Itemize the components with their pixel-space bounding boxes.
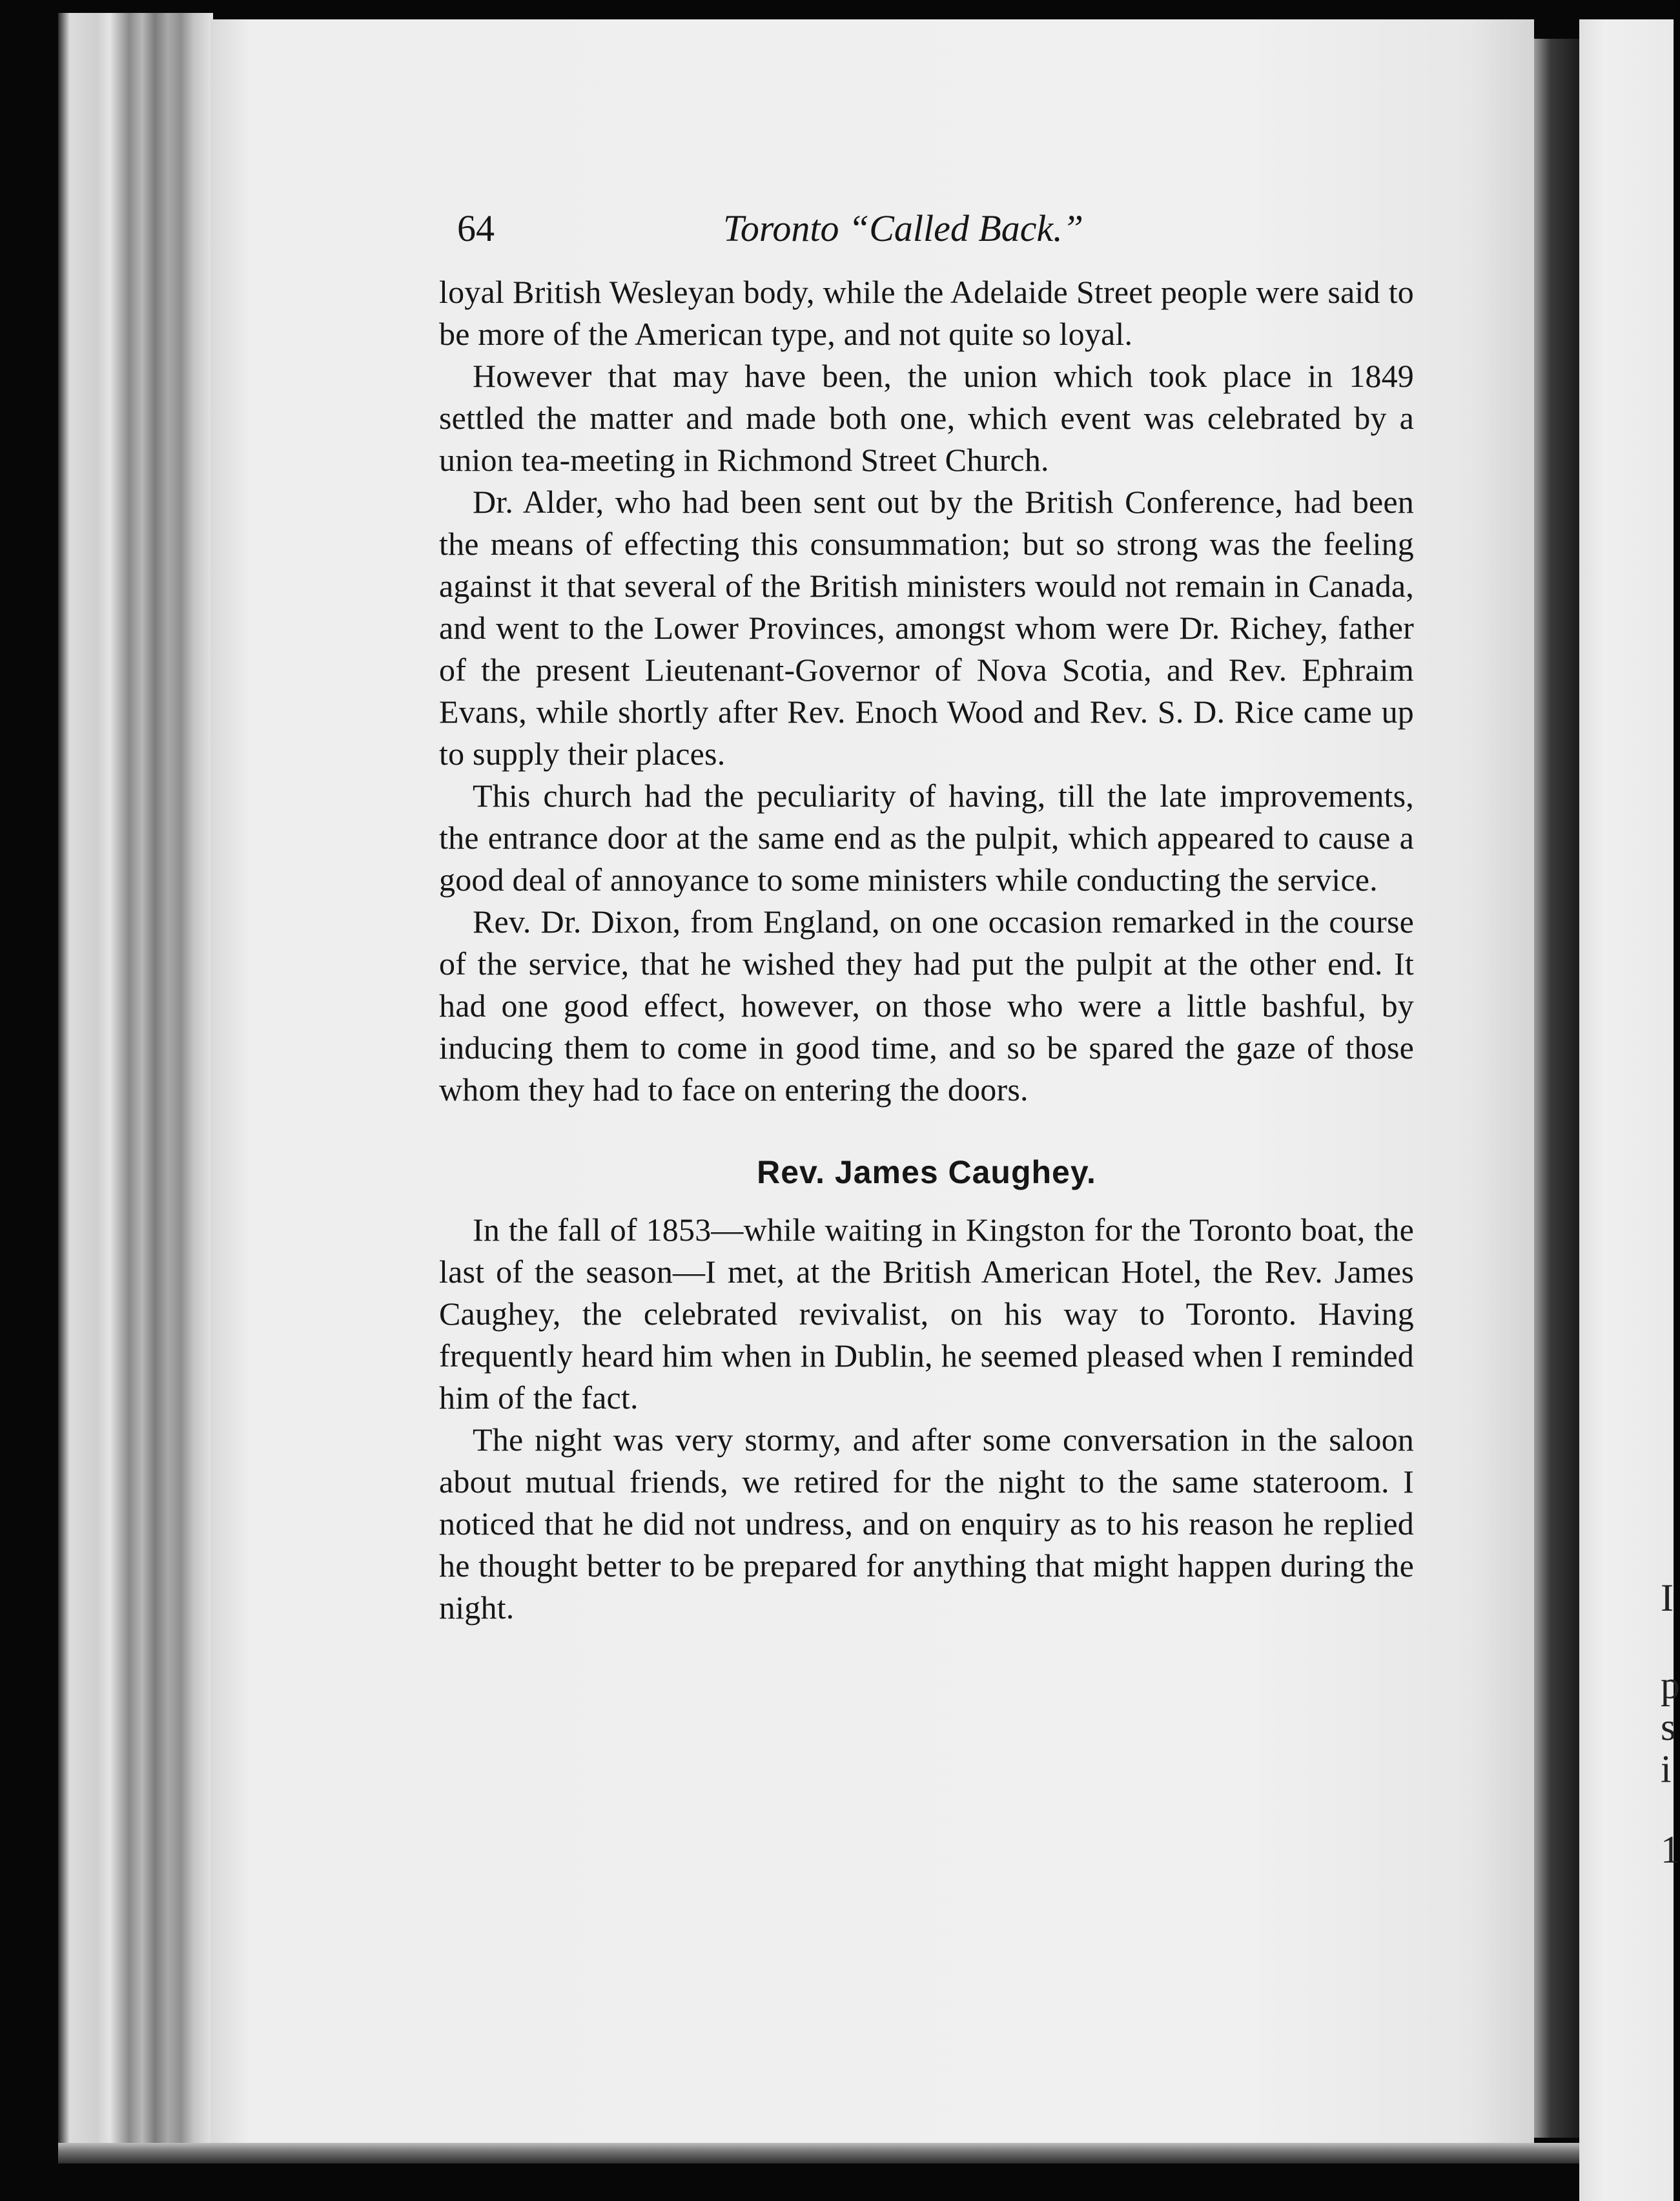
left-page-edges — [58, 13, 213, 2144]
page-text-block — [439, 207, 1414, 1629]
paragraph: This church had the peculiarity of having, till the late improvements, the entrance door at the same end as the pulpit, which appeared to cause a good deal of annoyance to some ministers while conducting the service. — [439, 778, 1414, 898]
adjacent-page-fragment: p — [1661, 1664, 1680, 1706]
paragraph: In the fall of 1853—while waiting in Kingston for the Toronto boat, the last of the season—I met, at the British American Hotel, the Rev. James Caughey, the celebrated revivalist, on his way to Toronto. Having frequently heard him when in Dublin, he seemed pleased when I reminded him of the fact. — [439, 1212, 1414, 1416]
paragraph: loyal British Wesleyan body, while the Adelaide Street people were said to be more of the American type, and not quite so loyal. — [439, 274, 1414, 352]
adjacent-page-fragment: 1 — [1661, 1828, 1680, 1871]
running-title: Toronto “Called Back.” — [723, 207, 1084, 249]
paragraph: Dr. Alder, who had been sent out by the British Conference, had been the means of effecting this consummation; but so strong was the feeling against it that several of the British ministers would not remain in Canada, and went to the Lower Provinces, amongst whom were Dr. Richey, father of the present Lieutenant-Governor of Nova Scotia, and Rev. Ephraim Evans, while shortly after Rev. Enoch Wood and Rev. S. D. Rice came up to supply their places. — [439, 484, 1414, 772]
adjacent-page-sliver — [1579, 19, 1680, 2201]
adjacent-page-fragment: s — [1661, 1706, 1676, 1748]
page-number: 64 — [457, 207, 495, 249]
running-head — [439, 207, 1414, 271]
paragraph: However that may have been, the union which took place in 1849 settled the matter and made both one, which event was celebrated by a union tea-meeting in Richmond Street Church. — [439, 358, 1414, 478]
adjacent-page-fragment: I — [1661, 1576, 1674, 1619]
adjacent-page-fragment: i — [1661, 1748, 1672, 1790]
book-gutter — [1534, 39, 1579, 2138]
section-heading: Rev. James Caughey. — [757, 1154, 1096, 1190]
bottom-page-edge — [58, 2143, 1579, 2164]
paragraph: Rev. Dr. Dixon, from England, on one occasion remarked in the course of the service, that he wished they had put the pulpit at the other end. It had one good effect, however, on those who were a little bashful, by inducing them to come in good time, and so be spared the gaze of those whom they had to face on entering the doors. — [439, 904, 1414, 1108]
paragraph: The night was very stormy, and after some conversation in the saloon about mutual friends, we retired for the night to the same stateroom. I noticed that he did not undress, and on enquiry as to his reason he replied he thought better to be prepared for anything that might happen during the night. — [439, 1421, 1414, 1626]
